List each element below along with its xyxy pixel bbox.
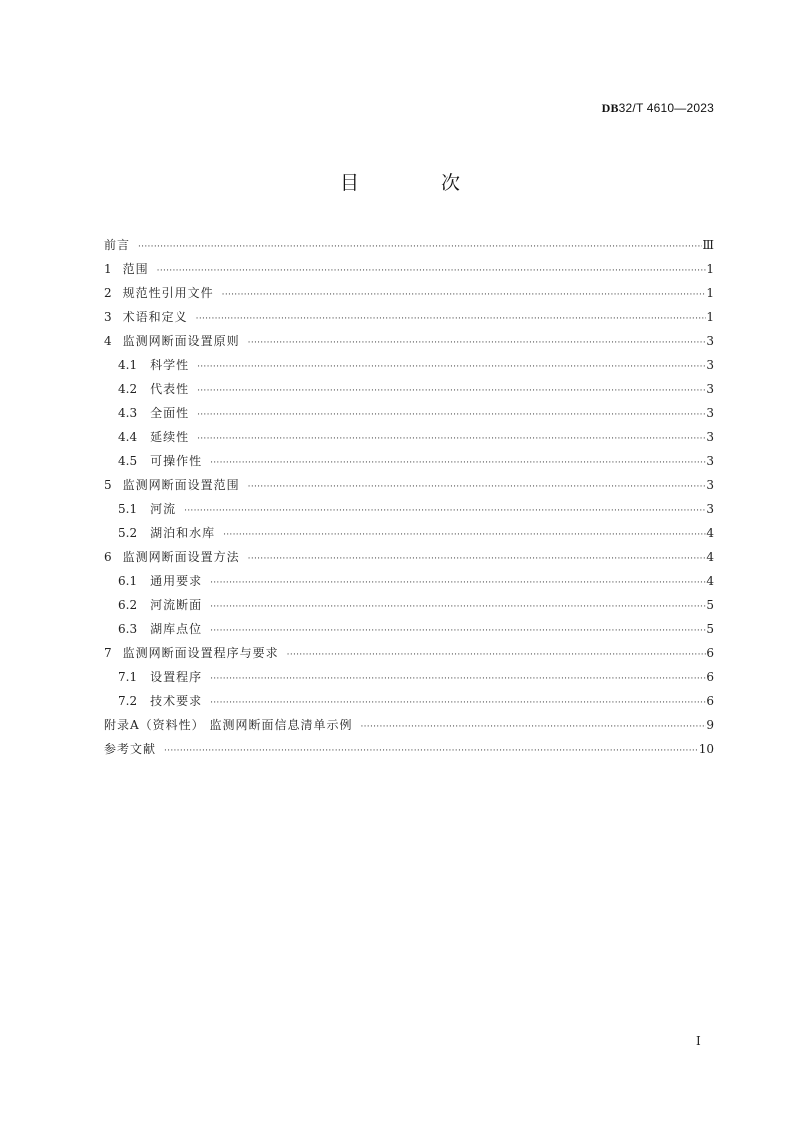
toc-entry-number: 7.1 — [118, 670, 138, 684]
toc-entry-label: 代表性 — [150, 382, 190, 396]
toc-entry[interactable] — [104, 497, 714, 521]
toc-entry-number: 4 — [104, 334, 112, 348]
toc-entry-number: 7.2 — [118, 694, 138, 708]
toc-entry-page: 6 — [706, 670, 714, 684]
toc-entry-page: 5 — [706, 622, 714, 636]
toc-entry-label: 前言 — [104, 238, 131, 252]
toc-dot-leader — [223, 523, 706, 547]
toc-entry[interactable] — [104, 665, 714, 689]
toc-dot-leader — [287, 643, 707, 667]
toc-entry[interactable] — [104, 449, 714, 473]
toc-entry-number: 5.2 — [118, 526, 138, 540]
toc-entry-number: 5.1 — [118, 502, 138, 516]
toc-entry[interactable] — [104, 425, 714, 449]
toc-dot-leader — [248, 547, 707, 571]
toc-entry-number: 3 — [104, 310, 112, 324]
toc-entry-label: 监测网断面设置范围 — [122, 478, 240, 492]
toc-entry-page: 3 — [706, 358, 714, 372]
toc-entry[interactable] — [104, 593, 714, 617]
toc-entry-label: 规范性引用文件 — [122, 286, 214, 300]
toc-entry-page: 4 — [706, 526, 714, 540]
toc-dot-leader — [210, 667, 706, 691]
toc-entry-page: 10 — [698, 742, 714, 756]
toc-dot-leader — [248, 475, 707, 499]
toc-entry-number: 6 — [104, 550, 112, 564]
toc-entry-number: 6.3 — [118, 622, 138, 636]
toc-entry[interactable] — [104, 305, 714, 329]
toc-entry[interactable] — [104, 569, 714, 593]
toc-dot-leader — [197, 379, 706, 403]
toc-entry-number: 6.2 — [118, 598, 138, 612]
toc-entry-page: 5 — [706, 598, 714, 612]
standard-code-number: 32/T 4610—2023 — [618, 101, 714, 115]
toc-entry[interactable] — [104, 545, 714, 569]
toc-entry-label: 湖泊和水库 — [150, 526, 216, 540]
toc-dot-leader — [197, 403, 706, 427]
toc-entry-label: 监测网断面设置程序与要求 — [122, 646, 279, 660]
toc-entry-label: 参考文献 — [104, 742, 157, 756]
toc-dot-leader — [196, 307, 707, 331]
toc-dot-leader — [248, 331, 707, 355]
toc-dot-leader — [197, 355, 706, 379]
toc-entry-page: 3 — [706, 406, 714, 420]
toc-entry-label: 全面性 — [150, 406, 190, 420]
toc-dot-leader — [210, 451, 706, 475]
toc-entry[interactable] — [104, 737, 714, 761]
page-number: Ⅰ — [696, 1034, 701, 1048]
toc-dot-leader — [210, 595, 706, 619]
toc-entry-label: 河流断面 — [150, 598, 203, 612]
toc-entry-label: 技术要求 — [150, 694, 203, 708]
toc-dot-leader — [184, 499, 706, 523]
toc-entry-label: 附录A（资料性） 监测网断面信息清单示例 — [104, 718, 353, 732]
toc-entry-number: 4.3 — [118, 406, 138, 420]
toc-entry-label: 监测网断面设置原则 — [122, 334, 240, 348]
toc-entry[interactable] — [104, 689, 714, 713]
toc-entry-page: 3 — [706, 454, 714, 468]
toc-entry-label: 科学性 — [150, 358, 190, 372]
toc-entry[interactable] — [104, 281, 714, 305]
toc-entry[interactable] — [104, 329, 714, 353]
toc-entry-number: 4.5 — [118, 454, 138, 468]
table-of-contents — [104, 233, 714, 761]
toc-entry-label: 湖库点位 — [150, 622, 203, 636]
toc-entry-number: 5 — [104, 478, 112, 492]
toc-entry-label: 范围 — [122, 262, 149, 276]
toc-entry-page: 3 — [706, 478, 714, 492]
toc-entry-page: Ⅲ — [702, 238, 714, 252]
toc-entry[interactable] — [104, 353, 714, 377]
toc-entry-number: 6.1 — [118, 574, 138, 588]
toc-entry[interactable] — [104, 713, 714, 737]
toc-entry-number: 7 — [104, 646, 112, 660]
toc-dot-leader — [197, 427, 706, 451]
toc-entry-number: 4.2 — [118, 382, 138, 396]
toc-entry-page: 1 — [706, 310, 714, 324]
toc-entry-label: 术语和定义 — [122, 310, 188, 324]
toc-entry-page: 3 — [706, 334, 714, 348]
toc-entry-label: 河流 — [150, 502, 177, 516]
standard-code — [602, 101, 714, 116]
toc-entry-label: 延续性 — [150, 430, 190, 444]
toc-entry-number: 4.4 — [118, 430, 138, 444]
toc-dot-leader — [222, 283, 707, 307]
toc-entry-page: 9 — [706, 718, 714, 732]
toc-entry-page: 6 — [706, 694, 714, 708]
toc-entry[interactable] — [104, 377, 714, 401]
toc-entry-label: 通用要求 — [150, 574, 203, 588]
toc-dot-leader — [138, 235, 702, 259]
toc-dot-leader — [210, 619, 706, 643]
toc-entry-page: 1 — [706, 262, 714, 276]
toc-entry-number: 1 — [104, 262, 112, 276]
toc-entry-number: 4.1 — [118, 358, 138, 372]
toc-entry[interactable] — [104, 521, 714, 545]
toc-dot-leader — [157, 259, 707, 283]
page-title: 目 次 — [339, 172, 499, 194]
toc-entry-label: 设置程序 — [150, 670, 203, 684]
toc-entry[interactable] — [104, 617, 714, 641]
toc-entry[interactable] — [104, 641, 714, 665]
toc-entry-number: 2 — [104, 286, 112, 300]
toc-entry-page: 4 — [706, 550, 714, 564]
toc-entry[interactable] — [104, 401, 714, 425]
toc-entry-label: 监测网断面设置方法 — [122, 550, 240, 564]
toc-entry-page: 3 — [706, 430, 714, 444]
standard-code-prefix: DB — [601, 101, 619, 115]
toc-entry-page: 3 — [706, 382, 714, 396]
toc-dot-leader — [210, 691, 706, 715]
toc-dot-leader — [164, 739, 699, 763]
toc-entry[interactable] — [104, 233, 714, 257]
toc-entry-page: 1 — [706, 286, 714, 300]
toc-entry-page: 4 — [706, 574, 714, 588]
toc-entry-page: 6 — [706, 646, 714, 660]
toc-entry-page: 3 — [706, 502, 714, 516]
toc-entry[interactable] — [104, 257, 714, 281]
toc-entry[interactable] — [104, 473, 714, 497]
toc-entry-label: 可操作性 — [150, 454, 203, 468]
toc-dot-leader — [360, 715, 706, 739]
toc-dot-leader — [210, 571, 706, 595]
